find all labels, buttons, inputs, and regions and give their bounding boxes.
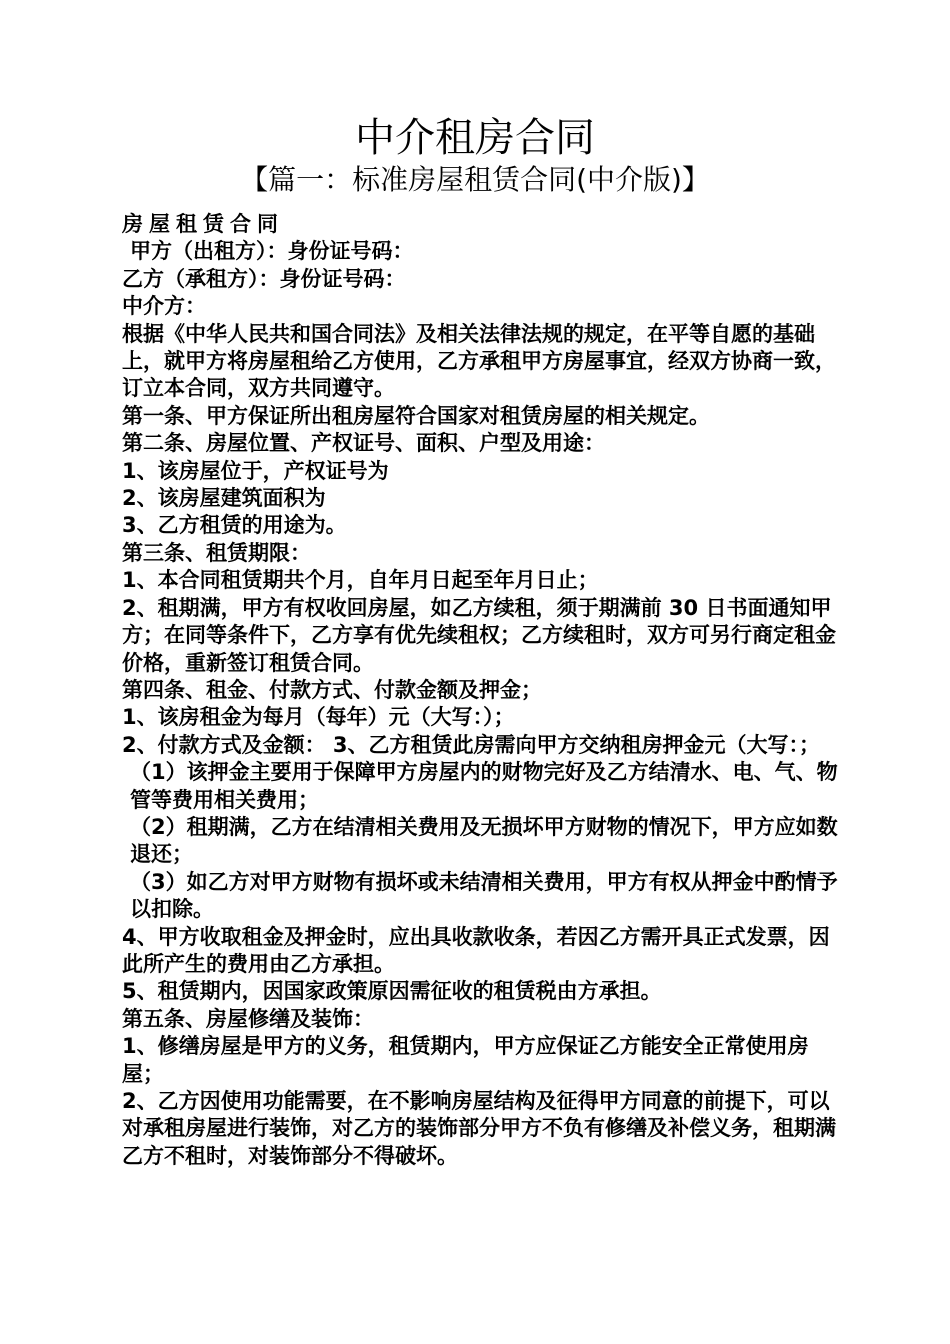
deposit-clause-1: （1）该押金主要用于保障甲方房屋内的财物完好及乙方结清水、电、气、物管等费用相关费用； <box>130 760 838 812</box>
preamble-paragraph: 根据《中华人民共和国合同法》及相关法律法规的规定，在平等自愿的基础上，就甲方将房屋租给乙方使用，乙方承租甲方房屋事宜，经双方协商一致，订立本合同，双方共同遵守。 <box>122 321 836 401</box>
party-b-line: 乙方（承租方）：身份证号码： <box>122 266 406 291</box>
article-5-item-2: 2、乙方因使用功能需要，在不影响房屋结构及征得甲方同意的前提下，可以对承租房屋进行装饰，对乙方的装饰部分甲方不负有修缮及补偿义务，租期满乙方不租时，对装饰部分不得破坏。 <box>122 1089 836 1168</box>
article-4-item-2-3: 2、付款方式及金额： 3、乙方租赁此房需向甲方交纳租房押金元（大写：； <box>122 732 821 757</box>
article-5-item-1: 1、修缮房屋是甲方的义务，租赁期内，甲方应保证乙方能安全正常使用房屋； <box>122 1034 809 1086</box>
article-4-item-1: 1、该房租金为每月（每年）元（大写：）； <box>122 705 515 730</box>
article-4-item-5: 5、租赁期内，因国家政策原因需征收的租赁税由方承担。 <box>122 979 662 1004</box>
agent-line: 中介方： <box>122 294 206 319</box>
article-4-heading: 第四条、租金、付款方式、付款金额及押金； <box>122 677 542 702</box>
article-3-item-1: 1、本合同租赁期共个月，自年月日起至年月日止； <box>122 568 599 593</box>
article-5-heading: 第五条、房屋修缮及装饰： <box>122 1006 374 1031</box>
contract-body <box>116 211 846 1170</box>
article-3-heading: 第三条、租赁期限： <box>122 540 311 565</box>
contract-heading: 房屋租赁合同 <box>122 212 284 236</box>
document-title: 中介租房合同 <box>355 115 595 161</box>
document-subtitle: 【篇一：标准房屋租赁合同(中介版)】 <box>240 163 710 196</box>
deposit-clause-2: （2）租期满，乙方在结清相关费用及无损坏甲方财物的情况下，甲方应如数退还； <box>130 814 838 867</box>
article-2-item-3: 3、乙方租赁的用途为。 <box>122 513 347 538</box>
article-1: 第一条、甲方保证所出租房屋符合国家对租赁房屋的相关规定。 <box>122 403 710 428</box>
article-4-item-4: 4、甲方收取租金及押金时，应出具收款收条，若因乙方需开具正式发票，因此所产生的费用由乙方承担。 <box>122 924 830 976</box>
party-a-line: 甲方（出租方）：身份证号码： <box>130 239 414 264</box>
deposit-clause-3: （3）如乙方对甲方财物有损坏或未结清相关费用，甲方有权从押金中酌情予以扣除。 <box>130 869 838 922</box>
article-2-heading: 第二条、房屋位置、产权证号、面积、户型及用途： <box>122 431 605 456</box>
article-2-item-2: 2、该房屋建筑面积为 <box>122 486 326 511</box>
article-3-item-2: 2、租期满，甲方有权收回房屋，如乙方续租，须于期满前 30 日书面通知甲方；在同等条件下，乙方享有优先续租权；乙方续租时，双方可另行商定租金价格，重新签订租赁合同。 <box>122 595 836 675</box>
article-2-item-1: 1、该房屋位于，产权证号为 <box>122 458 389 483</box>
